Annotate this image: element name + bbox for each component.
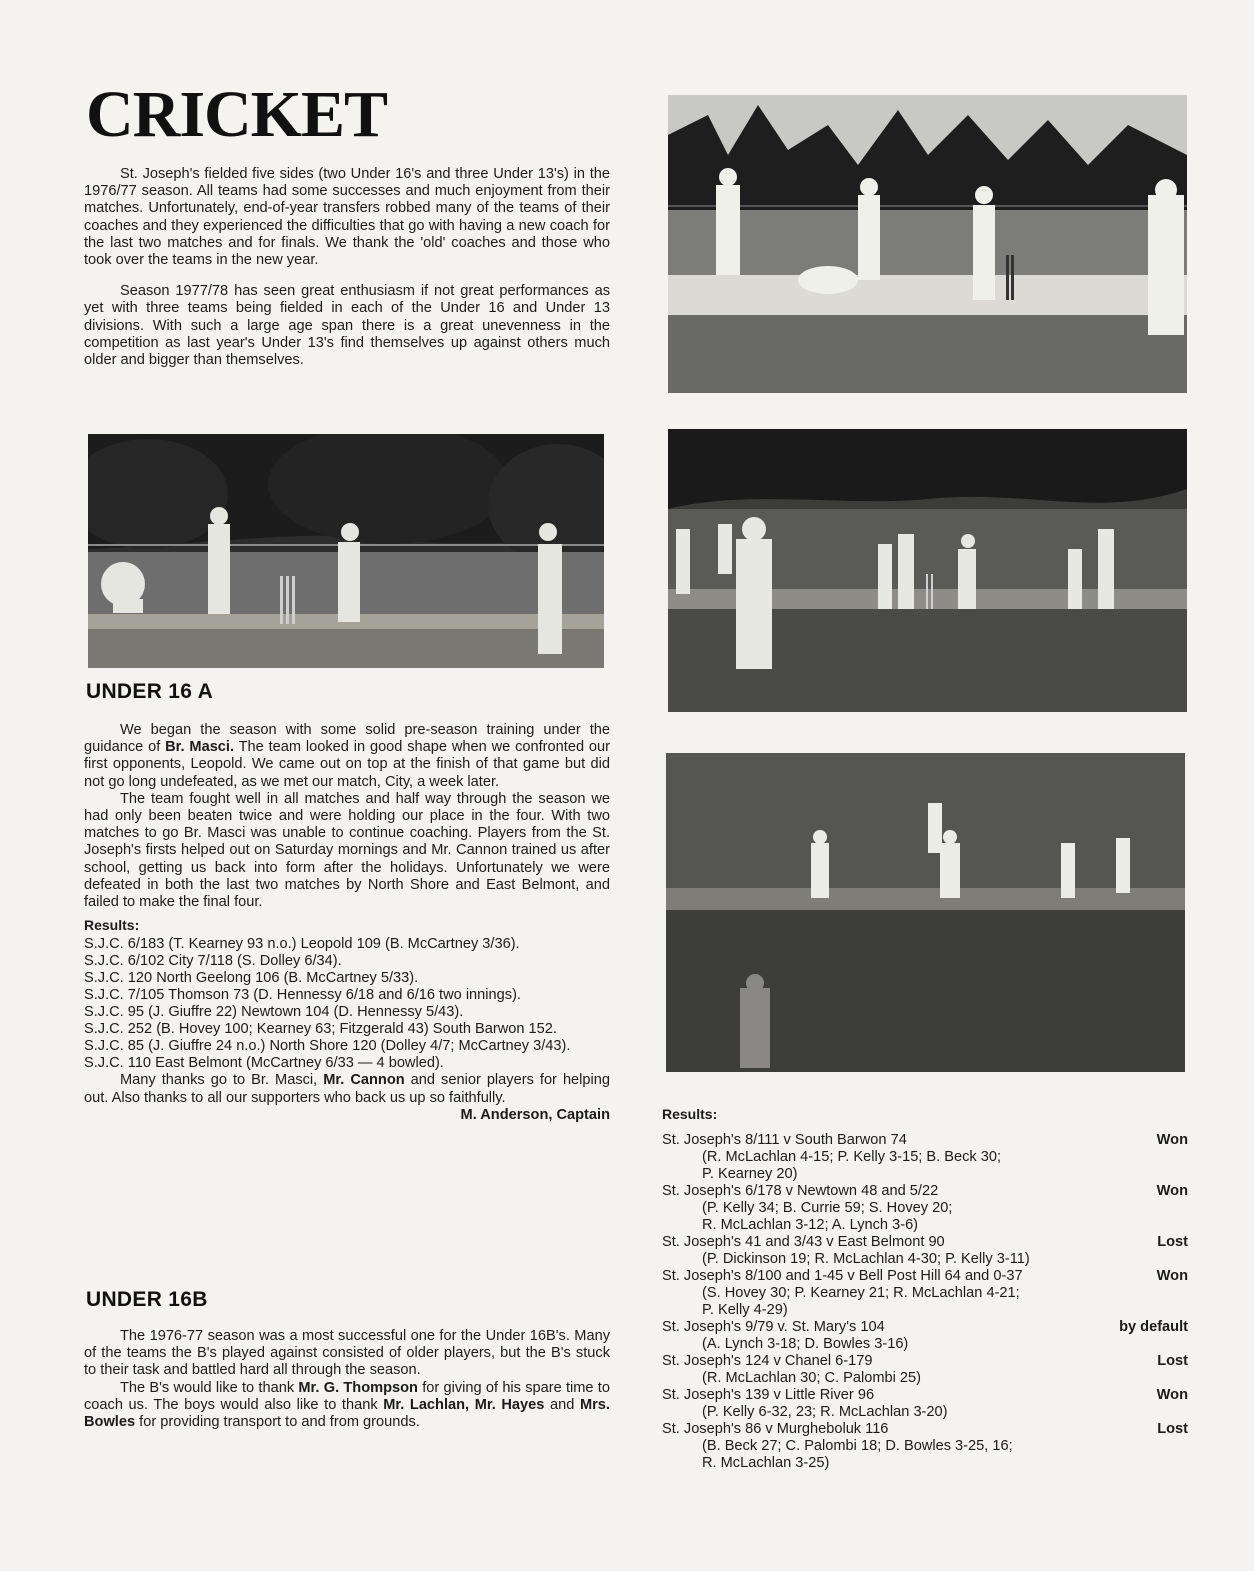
helper-names: Mrs. Bowles	[84, 1396, 610, 1431]
photo-batsman-wicketkeeper	[88, 434, 604, 668]
page-title: CRICKET	[86, 78, 388, 151]
text-run: and senior players for helping out. Also thanks to all our supporters who back us up so faithfully.	[84, 1072, 611, 1106]
match-summary: St. Joseph's 6/178 v Newtown 48 and 5/22	[662, 1183, 939, 1199]
photo-field-placings	[668, 429, 1187, 712]
table-row	[662, 1268, 1188, 1285]
match-summary: St. Joseph's 8/111 v South Barwon 74	[662, 1132, 907, 1148]
match-outcome: Lost	[1157, 1421, 1188, 1437]
match-summary: St. Joseph's 9/79 v. St. Mary's 104	[662, 1319, 885, 1335]
match-details: (R. McLachlan 30; C. Palombi 25)	[702, 1370, 921, 1386]
section-heading-under-16b: UNDER 16B	[86, 1288, 208, 1311]
under16b-paragraph: The 1976-77 season was a most successful one for the Under 16B's. Many of the teams the B's played against consisted of older players, but the B's stuck to their task and battled hard all through the season.	[84, 1328, 610, 1379]
match-details: (R. McLachlan 4-15; P. Kelly 3-15; B. Beck 30;	[702, 1149, 1002, 1165]
match-details: (S. Hovey 30; P. Kearney 21; R. McLachlan 4-21;	[702, 1285, 1020, 1301]
table-row	[662, 1421, 1188, 1438]
intro-paragraph: Season 1977/78 has seen great enthusiasm if not great performances as yet with three teams being fielded in each of the Under 16 and Under 13 divisions. With such a large age span there is a great unevenness in the competition as last year's Under 13's find themselves up against others much older and bigger than themselves.	[84, 283, 610, 369]
text-run: The B's would like to thank	[120, 1379, 299, 1396]
signoff: M. Anderson, Captain	[460, 1106, 610, 1123]
list-item: S.J.C. 85 (J. Giuffre 24 n.o.) North Shore 120 (Dolley 4/7; McCartney 3/43).	[84, 1038, 571, 1055]
table-row	[662, 1234, 1188, 1251]
list-item: S.J.C. 120 North Geelong 106 (B. McCartney 5/33).	[84, 970, 419, 987]
under16a-text	[84, 722, 610, 1124]
section-heading-under-16a: UNDER 16 A	[86, 680, 214, 703]
text-run: We began the season with some solid pre-season training under the guidance of	[84, 722, 610, 756]
list-item: S.J.C. 6/102 City 7/118 (S. Dolley 6/34).	[84, 953, 342, 970]
intro-paragraph: St. Joseph's fielded five sides (two Under 16's and three Under 13's) in the 1976/77 season. All teams had some successes and much enjoyment from their matches. Unfortunately, end-of-year transfers robbed many of the teams of their coaches and they experienced the difficulties that go with having a new coach for the last two matches and for finals. We thank the 'old' coaches and those who took over the teams in the new year.	[84, 166, 610, 269]
helper-names: Mr. Lachlan, Mr. Hayes	[383, 1396, 545, 1413]
match-summary: St. Joseph's 41 and 3/43 v East Belmont 90	[662, 1234, 945, 1250]
list-item: S.J.C. 110 East Belmont (McCartney 6/33 — 4 bowled).	[84, 1055, 444, 1072]
list-item: S.J.C. 7/105 Thomson 73 (D. Hennessy 6/18 and 6/16 two innings).	[84, 987, 521, 1004]
match-outcome: by default	[1119, 1319, 1188, 1335]
match-details: R. McLachlan 3-12; A. Lynch 3-6)	[702, 1217, 919, 1233]
under16a-results-list	[84, 936, 610, 1072]
match-outcome: Won	[1156, 1268, 1188, 1284]
match-outcome: Won	[1156, 1132, 1188, 1148]
table-row	[662, 1387, 1188, 1404]
list-item: S.J.C. 252 (B. Hovey 100; Kearney 63; Fitzgerald 43) South Barwon 152.	[84, 1021, 557, 1038]
under16b-paragraph	[84, 1380, 610, 1432]
table-row	[662, 1132, 1188, 1149]
under16a-thanks	[84, 1072, 610, 1106]
match-details: (P. Kelly 34; B. Currie 59; S. Hovey 20;	[702, 1200, 953, 1216]
match-details: P. Kearney 20)	[702, 1166, 798, 1182]
text-run: for giving of his spare time to coach us. The boys would also like to thank	[84, 1379, 610, 1413]
under13-results	[662, 1106, 1188, 1472]
match-outcome: Lost	[1157, 1353, 1188, 1369]
match-details: P. Kelly 4-29)	[702, 1302, 788, 1318]
match-summary: St. Joseph's 139 v Little River 96	[662, 1387, 875, 1403]
table-row	[662, 1319, 1188, 1336]
match-details: (B. Beck 27; C. Palombi 18; D. Bowles 3-25, 16;	[702, 1438, 1013, 1454]
match-summary: St. Joseph's 124 v Chanel 6-179	[662, 1353, 873, 1369]
match-outcome: Won	[1156, 1183, 1188, 1199]
coach-name: Mr. Cannon	[323, 1072, 405, 1089]
match-outcome: Won	[1156, 1387, 1188, 1403]
coach-name: Br. Masci.	[165, 739, 235, 756]
under16a-paragraph	[84, 722, 610, 791]
table-row	[662, 1353, 1188, 1370]
results-table	[662, 1132, 1188, 1472]
results-label: Results:	[662, 1106, 718, 1122]
results-label: Results:	[84, 917, 140, 934]
text-run: and	[544, 1396, 580, 1413]
text-run: The team looked in good shape when we confronted our first opponents, Leopold. We came out on top at the finish of that game but did not go long undefeated, as we met our match, City, a week later.	[84, 739, 610, 790]
match-details: R. McLachlan 3-25)	[702, 1455, 830, 1471]
match-details: (A. Lynch 3-18; D. Bowles 3-16)	[702, 1336, 909, 1352]
match-summary: St. Joseph's 8/100 and 1-45 v Bell Post Hill 64 and 0-37	[662, 1268, 1023, 1284]
intro-text	[84, 166, 610, 369]
photo-run-out	[668, 95, 1187, 393]
photo-batsman-distant	[666, 753, 1185, 1072]
list-item: S.J.C. 95 (J. Giuffre 22) Newtown 104 (D. Hennessy 5/43).	[84, 1004, 464, 1021]
text-run: for providing transport to and from grounds.	[135, 1414, 420, 1431]
table-row	[662, 1183, 1188, 1200]
match-outcome: Lost	[1157, 1234, 1188, 1250]
coach-name: Mr. G. Thompson	[298, 1379, 418, 1396]
under16a-paragraph: The team fought well in all matches and half way through the season we had only been beaten twice and were holding our place in the four. With two matches to go Br. Masci was unable to continue coaching. Players from the St. Joseph's firsts helped out on Saturday mornings and Mr. Cannon trained us after school, getting us back into form after the holidays. Unfortunately we were defeated in both the last two matches by North Shore and East Belmont, and failed to make the final four.	[84, 790, 610, 911]
match-summary: St. Joseph's 86 v Murgheboluk 116	[662, 1421, 889, 1437]
text-run: Many thanks go to Br. Masci,	[120, 1072, 324, 1089]
match-details: (P. Dickinson 19; R. McLachlan 4-30; P. Kelly 3-11)	[702, 1251, 1030, 1267]
under16b-text	[84, 1328, 610, 1431]
match-details: (P. Kelly 6-32, 23; R. McLachlan 3-20)	[702, 1404, 948, 1420]
list-item: S.J.C. 6/183 (T. Kearney 93 n.o.) Leopold 109 (B. McCartney 3/36).	[84, 936, 520, 953]
